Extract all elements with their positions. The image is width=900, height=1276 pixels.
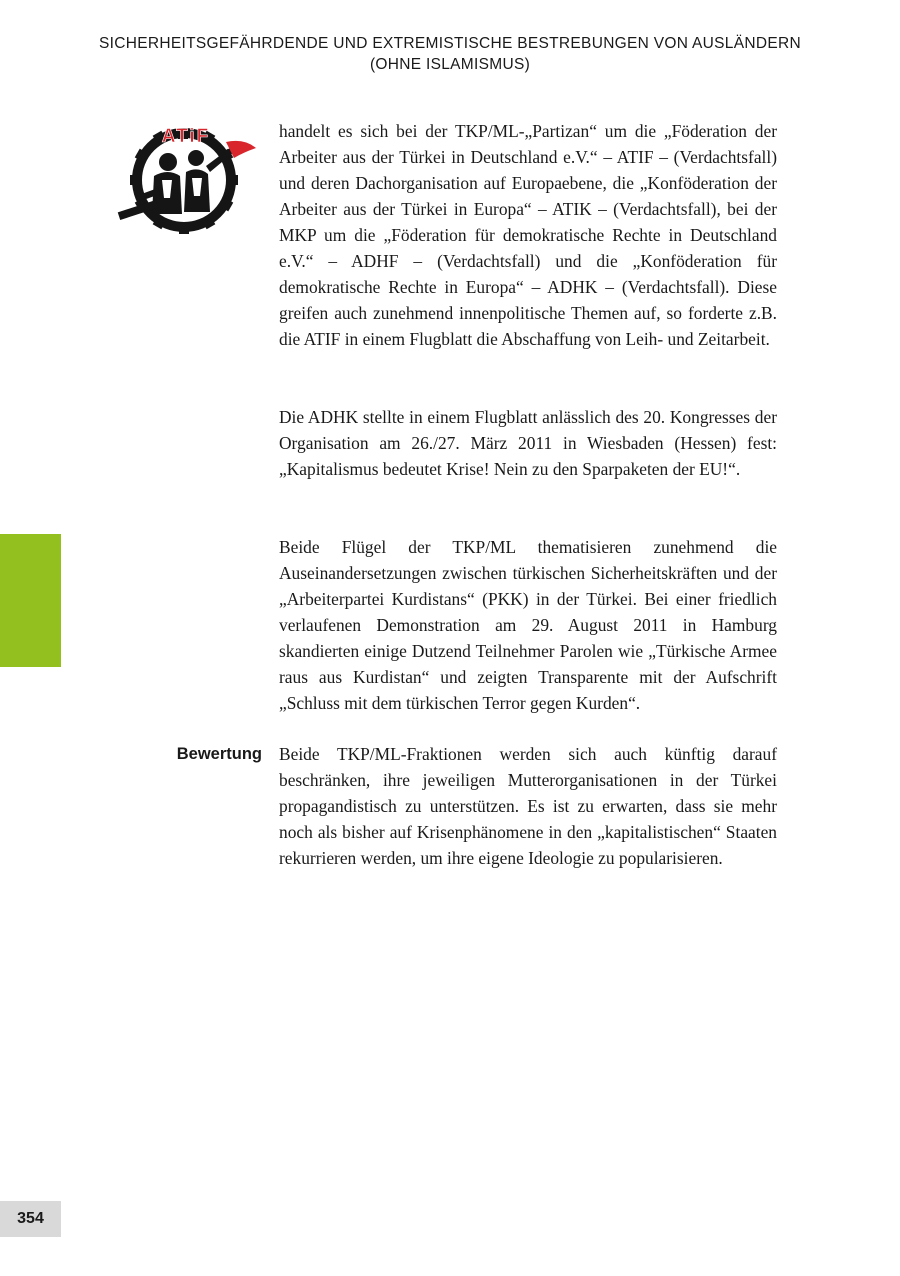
- logo-lettering: ATiF: [161, 126, 211, 147]
- body-paragraph-3: Beide Flügel der TKP/ML thematisieren zunehmend die Auseinandersetzungen zwischen türkischen Sicherheitskräften und der „Arbeiterpartei Kurdistans“ (PKK) in der Türkei. Bei einer friedlich verlaufenen Demonstration am 29. August 2011 in Hamburg skandierten einige Dutzend Teilnehmer Parolen wie „Türkische Armee raus aus Kurdistan“ und zeigten Transparente mit der Aufschrift „Schluss mit dem türkischen Terror gegen Kurden“.: [279, 537, 777, 713]
- body-paragraph-bewertung: Beide TKP/ML-Fraktionen werden sich auch künftig darauf beschränken, ihre jeweiligen Mutterorganisationen in der Türkei propagandistisch zu unterstützen. Es ist zu erwarten, dass sie mehr noch als bisher auf Krisenphänomene in den „kapitalistischen“ Staaten rekurrieren werden, um ihre eigene Ideologie zu popularisieren.: [279, 744, 777, 868]
- atif-logo: [106, 118, 264, 234]
- header-title-line2: (OHNE ISLAMISMUS): [369, 56, 531, 73]
- margin-heading-bewertung: Bewertung: [176, 745, 262, 763]
- page-number-box: [0, 1201, 61, 1237]
- running-header: [80, 33, 820, 75]
- header-title-line1: SICHERHEITSGEFÄHRDENDE UND EXTREMISTISCHE BESTREBUNGEN VON AUSLÄNDERN: [99, 35, 801, 52]
- page-number: 354: [17, 1210, 44, 1227]
- chapter-side-tab: [0, 534, 61, 667]
- body-paragraph-1: handelt es sich bei der TKP/ML-„Partizan“ um die „Föderation der Arbeiter aus der Türkei in Deutschland e.V.“ – ATIF – (Verdachtsfall) und deren Dachorganisation auf Europaebene, die „Konföderation der Arbeiter aus der Türkei in Europa“ – ATIK – (Verdachtsfall), bei der MKP um die „Föderation für demokratische Rechte in Deutschland e.V.“ – ADHF – (Verdachtsfall) und die „Konföderation für demokratische Rechte in Europa“ – ADHK – (Verdachtsfall). Diese greifen auch zunehmend innenpolitische Themen auf, so forderte z.B. die ATIF in einem Flugblatt die Abschaffung von Leih- und Zeitarbeit.: [279, 121, 777, 349]
- body-paragraph-2: Die ADHK stellte in einem Flugblatt anlässlich des 20. Kongresses der Organisation am 26./27. März 2011 in Wiesbaden (Hessen) fest: „Kapitalismus bedeutet Krise! Nein zu den Sparpaketen der EU!“.: [279, 407, 777, 479]
